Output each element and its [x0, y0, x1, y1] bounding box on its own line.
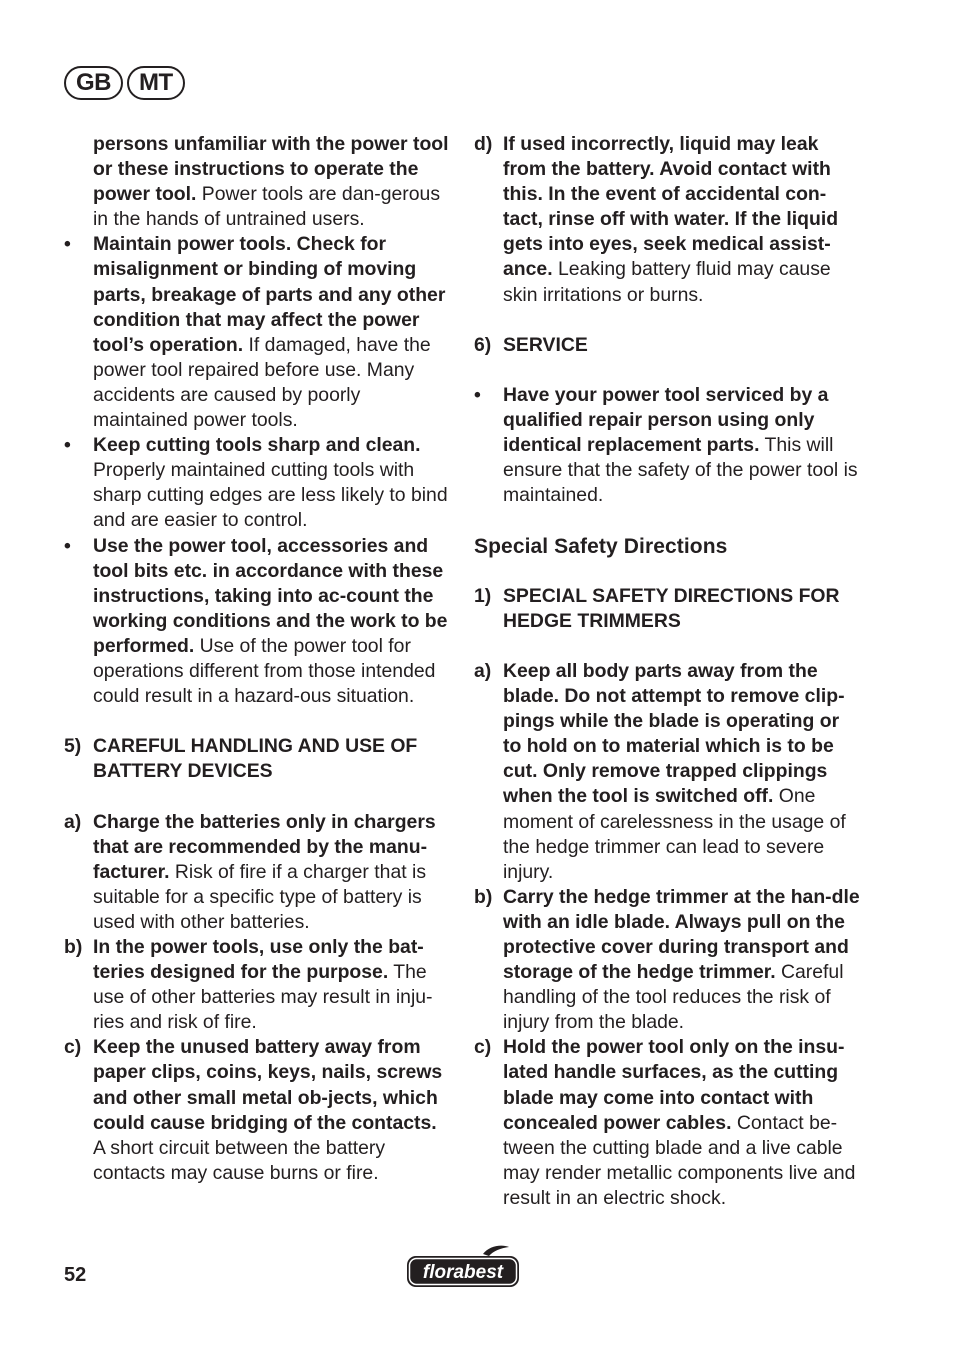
item-marker: b) [474, 885, 493, 908]
item-c-unused-battery [64, 1035, 450, 1186]
bullet-keep-cutting-tools [64, 433, 450, 533]
item-marker: a) [64, 810, 82, 833]
bullet-marker: • [474, 383, 481, 406]
body-text: Use of the power tool for operations different from those intended could result in a hazard-ous situation. [93, 634, 436, 708]
right-column [474, 132, 860, 1211]
bullet-marker: • [64, 233, 71, 256]
section-number: 5) [64, 735, 82, 758]
body-text: Properly maintained cutting tools with sharp cutting edges are less likely to bind and are easier to control. [93, 459, 448, 532]
bold-text: Hold the power tool only on the insu-lated handle surfaces, as the cutting blade may come into contact with concealed power cables. [503, 1036, 845, 1134]
language-badge-mt: MT [127, 66, 185, 100]
item-marker: c) [64, 1036, 82, 1059]
section-5-heading [64, 734, 450, 784]
section-6-heading [474, 333, 860, 358]
body-text: Risk of fire if a charger that is suitable for a specific type of battery is used with other batteries. [93, 860, 427, 933]
page-number: 52 [64, 1264, 87, 1286]
bold-text: Keep all body parts away from the blade. Do not attempt to remove clip-pings while the blade is operating or to hold on to material which is to be cut. Only remove trapped clippings when the tool is switched off. [503, 659, 845, 808]
section-title: SERVICE [503, 333, 588, 356]
item-marker: c) [474, 1036, 492, 1059]
bullet-maintain-power-tools [64, 232, 450, 433]
item-c-insulated-handle [474, 1035, 860, 1211]
bold-text: Have your power tool serviced by a qualified repair person using only identical replacement parts. [503, 383, 829, 457]
florabest-logo [405, 1244, 521, 1295]
bullet-serviced [474, 383, 860, 508]
bold-text: Charge the batteries only in chargers that are recommended by the manu-facturer. [93, 810, 436, 883]
body-text: This will ensure that the safety of the power tool is maintained. [503, 434, 858, 507]
section-title: SPECIAL SAFETY DIRECTIONS FOR HEDGE TRIMMERS [503, 584, 840, 632]
language-badge-gb: GB [64, 66, 123, 100]
bold-text: Carry the hedge trimmer at the han-dle with an idle blade. Always pull on the protective cover during transport and storage of the hedge trimmer. [503, 885, 860, 984]
body-text: The use of other batteries may result in inju-ries and risk of fire. [93, 961, 433, 1034]
continued-paragraph [64, 132, 450, 232]
item-marker: b) [64, 936, 83, 958]
item-b-carry-trimmer [474, 885, 860, 1036]
bullet-use-power-tool [64, 534, 450, 710]
section-number: 1) [474, 584, 492, 607]
body-text: If damaged, have the power tool repaired before use. Many accidents are caused by poorly maintained power tools. [93, 333, 431, 432]
section-title: CAREFUL HANDLING AND USE OF BATTERY DEVICES [93, 735, 418, 783]
item-marker: a) [474, 659, 492, 682]
body-text: A short circuit between the battery contacts may cause burns or fire. [93, 1136, 386, 1184]
bullet-marker: • [64, 534, 71, 557]
svg-text:florabest: florabest [422, 1262, 504, 1283]
item-b-batteries [64, 935, 450, 1035]
left-column [64, 132, 450, 1186]
bold-text: Keep the unused battery away from paper clips, coins, keys, nails, screws and other small metal ob-jects, which could cause bridging of the contacts. [93, 1036, 443, 1134]
bold-text: persons unfamiliar with the power tool or these instructions to operate the power tool. [93, 133, 449, 206]
body-text: Power tools are dan-gerous in the hands of untrained users. [93, 183, 441, 231]
section-number: 6) [474, 333, 492, 356]
section-1-heading [474, 584, 860, 634]
section-heading: Special Safety Directions [474, 534, 728, 558]
bold-text: If used incorrectly, liquid may leak from the battery. Avoid contact with this. In the event of accidental con-tact, rinse off with water. If the liquid gets into eyes, seek medical assist-ance. [503, 133, 839, 281]
language-badges [64, 66, 185, 100]
item-a-body-parts [474, 659, 860, 885]
item-a-chargers [64, 810, 450, 935]
body-text: Careful handling of the tool reduces the risk of injury from the blade. [503, 961, 844, 1034]
bullet-marker: • [64, 434, 71, 457]
body-text: One moment of carelessness in the usage of the hedge trimmer can lead to severe injury. [503, 785, 846, 883]
item-d-liquid-leak [474, 132, 860, 308]
body-text: Leaking battery fluid may cause skin irritations or burns. [503, 258, 831, 306]
bold-text: Use the power tool, accessories and tool bits etc. in accordance with these instructions, taking into ac-count the working conditions and the work to be performed. [93, 534, 448, 657]
bold-text: Maintain power tools. Check for misalignment or binding of moving parts, breakage of parts and any other condition that may affect the power tool’s operation. [93, 233, 446, 356]
body-text: Contact be-tween the cutting blade and a live cable may render metallic components live and result in an electric shock. [503, 1111, 856, 1209]
bold-text: Keep cutting tools sharp and clean. [93, 434, 421, 457]
item-marker: d) [474, 133, 493, 155]
bold-text: In the power tools, use only the bat-teries designed for the purpose. [93, 936, 424, 984]
